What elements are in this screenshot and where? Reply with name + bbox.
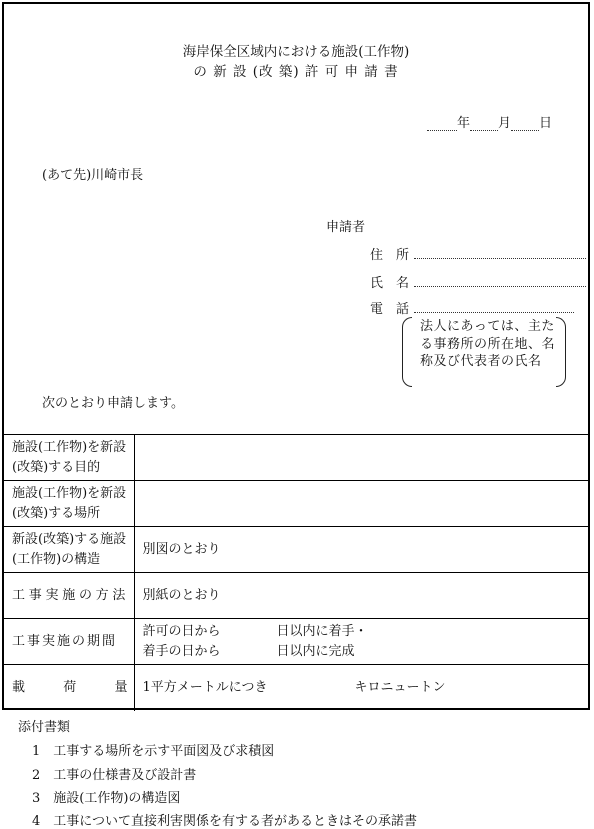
attachments-heading: 添付書類 [18, 720, 71, 735]
table-row [4, 573, 588, 619]
attachment-item: 3 施設(工作物)の構造図 [32, 791, 181, 806]
address-field[interactable] [414, 258, 586, 259]
month-blank[interactable] [470, 117, 498, 131]
date-line [427, 112, 552, 131]
phone-field[interactable] [414, 312, 574, 313]
year-blank[interactable] [427, 117, 457, 131]
application-form [2, 2, 590, 710]
attachment-item: 1 工事する場所を示す平面図及び求積図 [32, 744, 275, 759]
form-title-line1: 海岸保全区域内における施設(工作物) [182, 44, 410, 60]
structure-value[interactable]: 別図のとおり [134, 527, 588, 573]
load-per-unit: 1平方メートルにつき [142, 679, 268, 695]
period-complete-from: 着手の日から [142, 643, 221, 659]
purpose-value[interactable] [134, 435, 588, 481]
load-unit: キロニュートン [354, 679, 446, 695]
applicant-heading: 申請者 [326, 220, 366, 235]
period-complete-days: 日以内に完成 [276, 643, 355, 659]
left-bracket [402, 317, 412, 387]
table-row [4, 665, 588, 711]
table-row [4, 527, 588, 573]
month-label: 月 [498, 116, 512, 131]
table-row [4, 619, 588, 665]
day-label: 日 [539, 116, 553, 131]
load-value[interactable] [134, 665, 588, 711]
table-row [4, 435, 588, 481]
method-value[interactable]: 別紙のとおり [134, 573, 588, 619]
purpose-label: 施設(工作物)を新設(改築)する目的 [4, 435, 134, 481]
form-title-line2: の 新 設 (改 築) 許 可 申 請 書 [193, 64, 399, 80]
request-statement: 次のとおり申請します。 [42, 396, 184, 411]
method-label [4, 573, 134, 619]
period-value[interactable] [134, 619, 588, 665]
attachment-item: 2 工事の仕様書及び設計書 [32, 768, 197, 783]
period-label [4, 619, 134, 665]
phone-label: 電 話 [370, 302, 410, 317]
right-bracket [556, 317, 566, 387]
addressee: (あて先)川崎市長 [42, 168, 144, 183]
period-line2 [143, 642, 589, 662]
load-label-text: 載 荷 量 [12, 679, 128, 695]
period-label-text: 工事実施の期間 [12, 633, 118, 649]
application-table [4, 434, 588, 711]
period-line1 [143, 622, 589, 642]
load-label [4, 665, 134, 711]
structure-label: 新設(改築)する施設(工作物)の構造 [4, 527, 134, 573]
period-start-days: 日以内に着手・ [276, 623, 368, 639]
method-label-text: 工 事 実 施 の 方 法 [12, 587, 128, 603]
attachment-item: 4 工事について直接利害関係を有する者があるときはその承諾書 [32, 814, 418, 829]
day-blank[interactable] [511, 117, 539, 131]
location-value[interactable] [134, 481, 588, 527]
name-field[interactable] [414, 286, 586, 287]
location-label: 施設(工作物)を新設(改築)する場所 [4, 481, 134, 527]
corporation-note-text: 法人にあっては、主たる事務所の所在地、名称及び代表者の氏名 [420, 319, 556, 369]
corporation-note [402, 317, 566, 387]
year-label: 年 [457, 116, 471, 131]
address-label: 住 所 [370, 248, 410, 263]
period-start-from: 許可の日から [142, 623, 221, 639]
name-label: 氏 名 [370, 276, 410, 291]
table-row [4, 481, 588, 527]
